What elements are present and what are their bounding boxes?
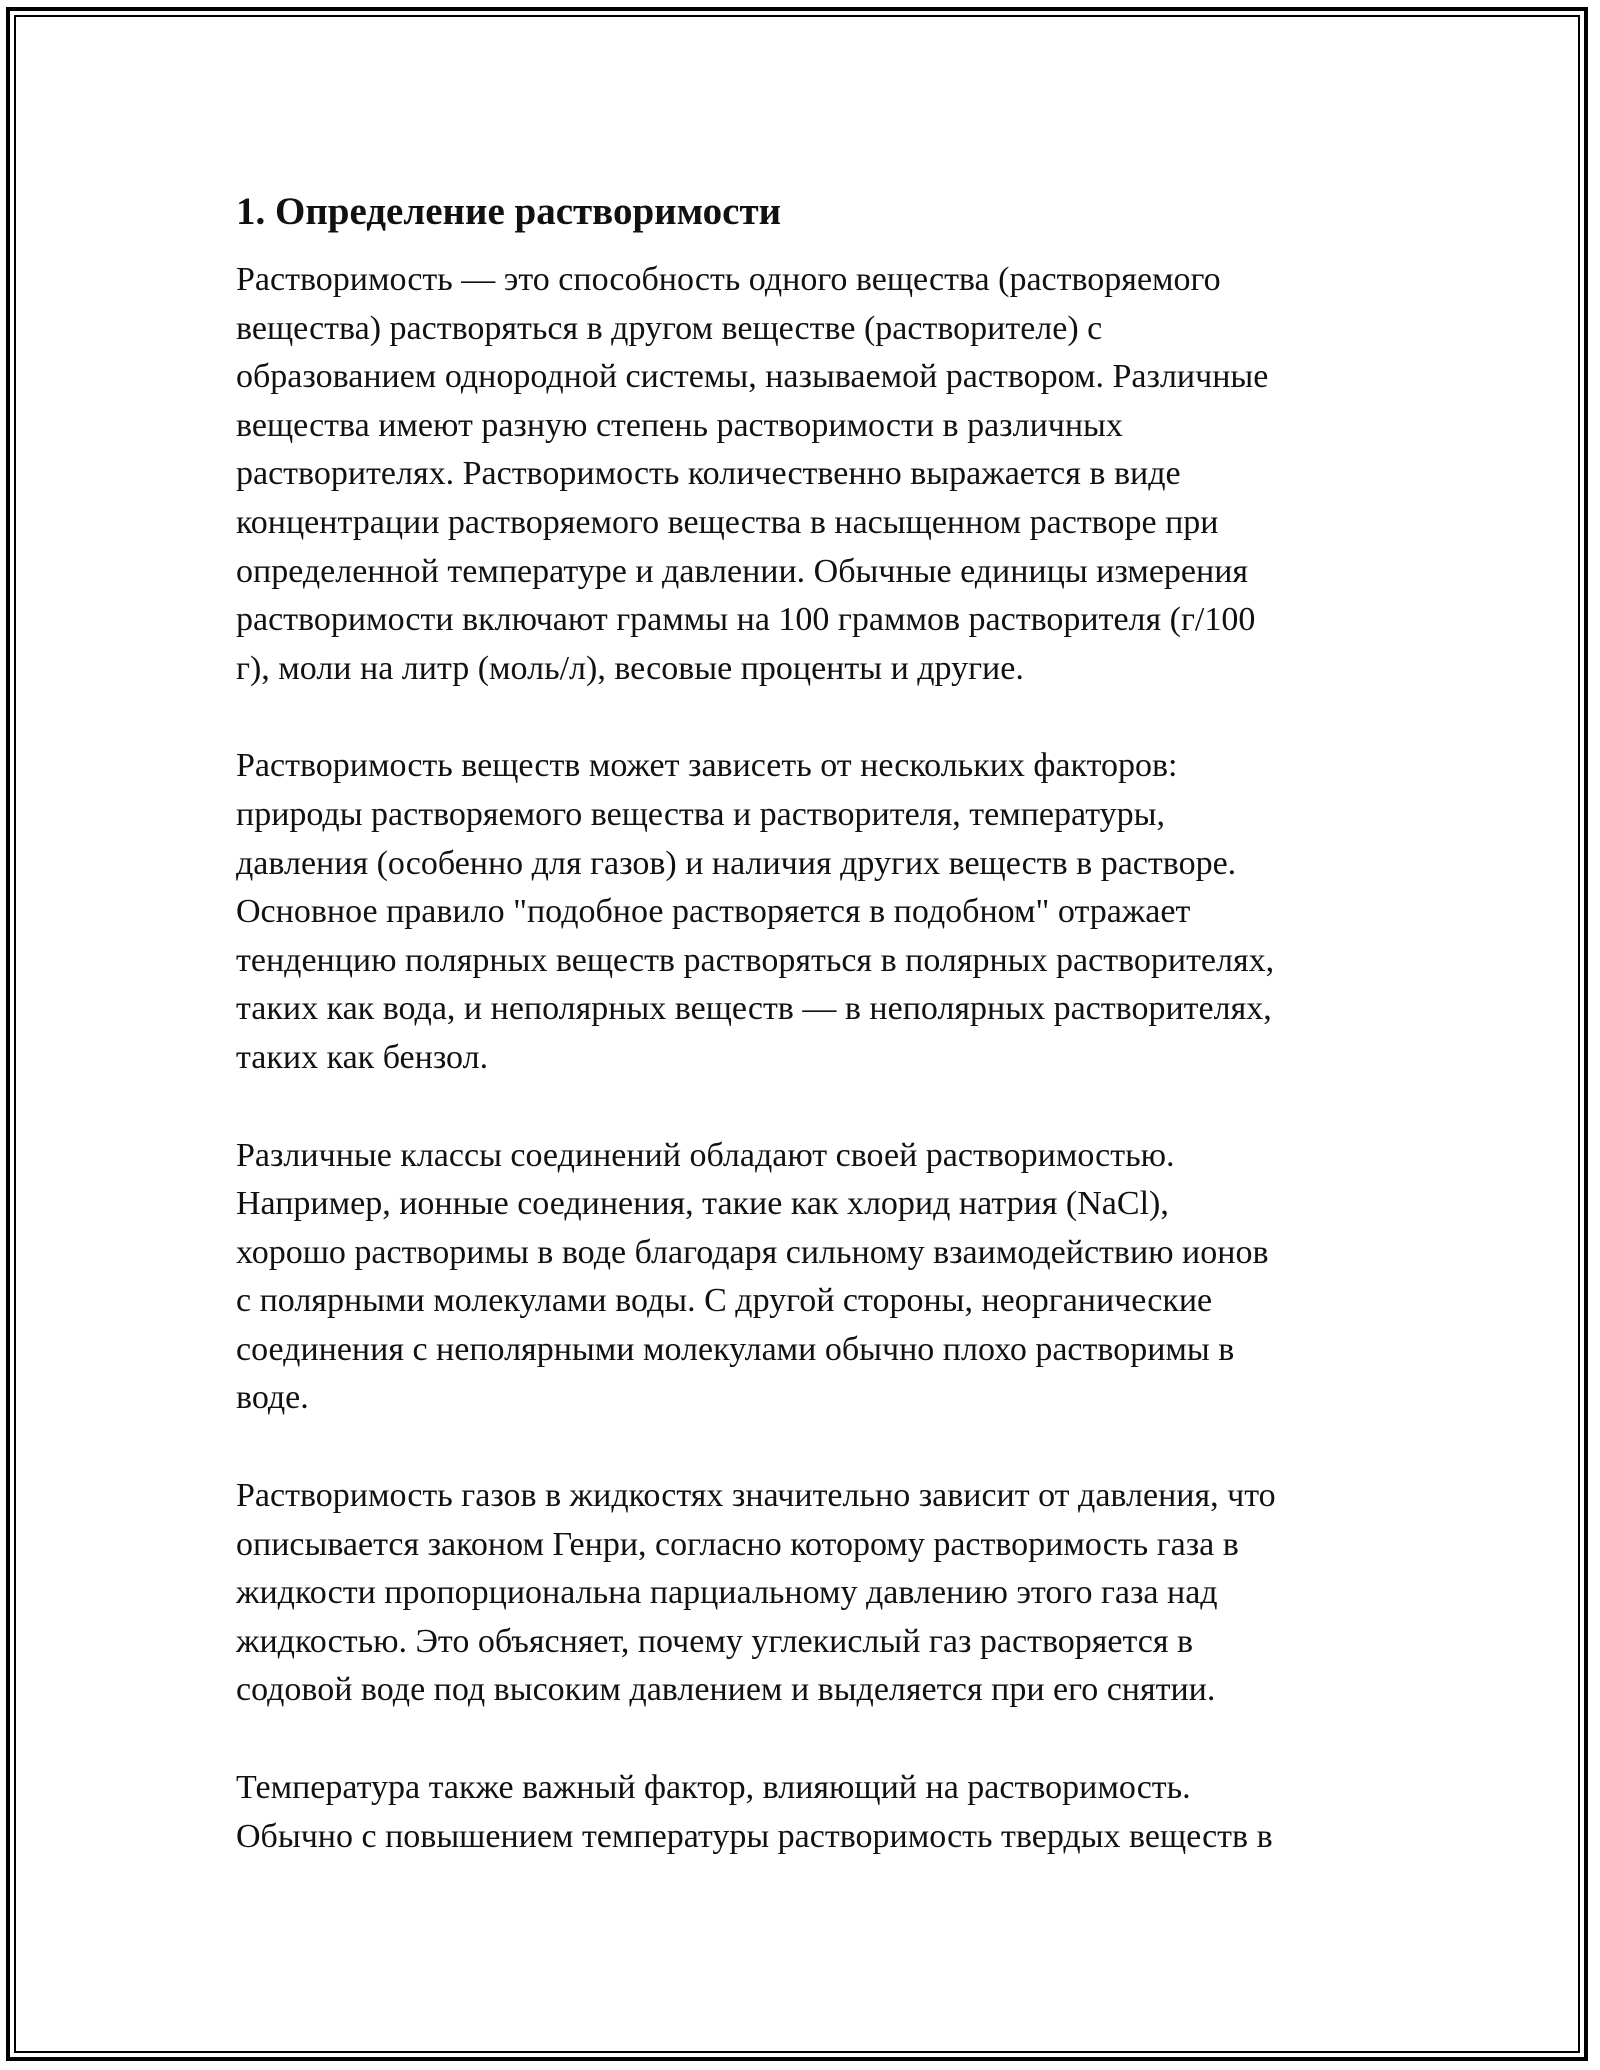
- paragraph-factors: Растворимость веществ может зависеть от нескольких факторов: природы растворяемого вещества и растворителя, температуры, давления (особенно для газов) и наличия других веществ в растворе. Основное правило "подобное растворяется в подобном" отражает тенденцию полярных веществ растворяться в полярных растворителях, таких как вода, и неполярных веществ — в неполярных растворителях, таких как бензол.: [236, 747, 1275, 1076]
- document-page: [236, 186, 1376, 1910]
- paragraph-gas-solubility: Растворимость газов в жидкостях значительно зависит от давления, что описывается законом Генри, согласно которому растворимость газа в жидкости пропорциональна парциальному давлению этого газа над жидкостью. Это объясняет, почему углекислый газ растворяется в содовой воде под высоким давлением и выделяется при его снятии.: [236, 1477, 1276, 1709]
- paragraph-definition: Растворимость — это способность одного вещества (растворяемого вещества) растворяться в другом веществе (растворителе) с образованием однородной системы, называемой раствором. Различные вещества имеют разную степень растворимости в различных растворителях. Растворимость количественно выражается в виде концентрации растворяемого вещества в насыщенном растворе при определенной температуре и давлении. Обычные единицы измерения растворимости включают граммы на 100 граммов растворителя (г/100 г), моли на литр (моль/л), весовые проценты и другие.: [236, 261, 1269, 687]
- section-heading: 1. Определение растворимости: [236, 190, 782, 233]
- paragraph-temperature: Температура также важный фактор, влияющий на растворимость. Обычно с повышением температуры растворимость твердых веществ в: [236, 1769, 1273, 1855]
- paragraph-compound-classes: Различные классы соединений обладают своей растворимостью. Например, ионные соединения, такие как хлорид натрия (NaCl), хорошо растворимы в воде благодаря сильному взаимодействию ионов с полярными молекулами воды. С другой стороны, неорганические соединения с неполярными молекулами обычно плохо растворимы в воде.: [236, 1136, 1269, 1417]
